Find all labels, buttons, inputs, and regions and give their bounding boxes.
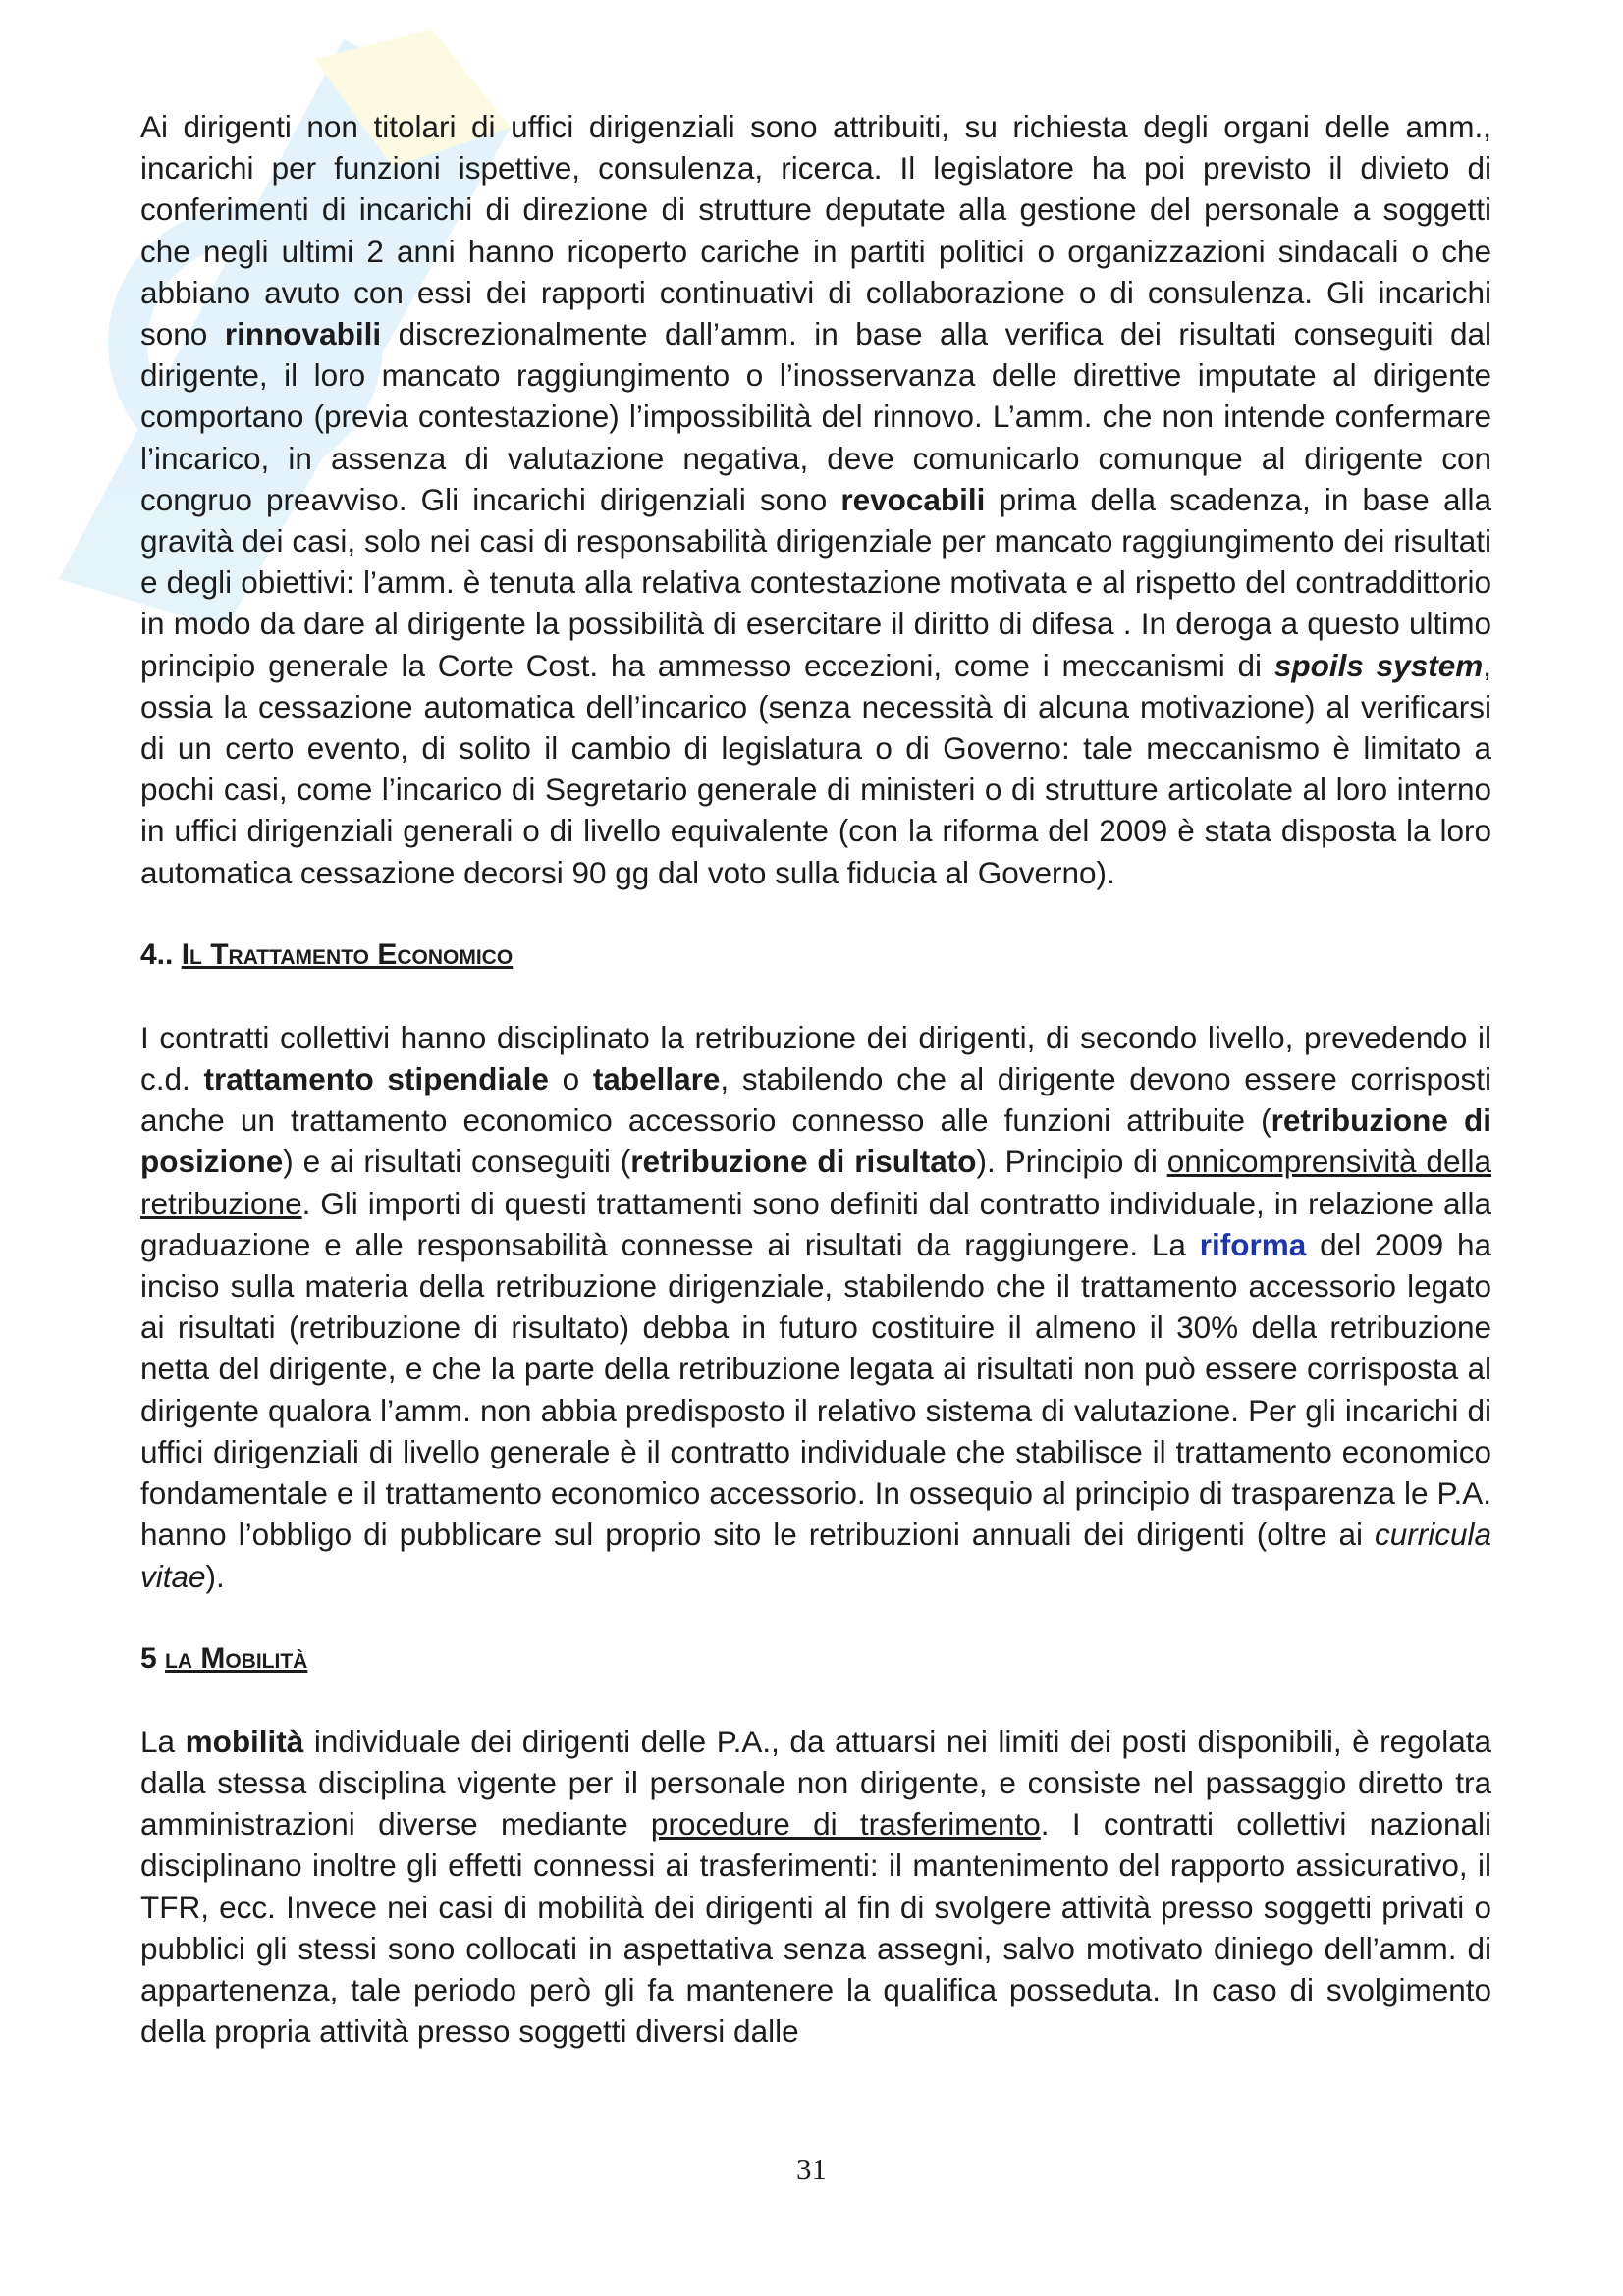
section-heading-trattamento: 4.. Il Trattamento Economico xyxy=(140,937,514,971)
paragraph-incarichi: Ai dirigenti non titolari di uffici dirigenziali sono attribuiti, su richiesta degli organi delle amm., incarichi per funzioni ispettive, consulenza, ricerca. Il legislatore ha poi previsto il divieto di conferimenti di incarichi di direzione di strutture deputate alla gestione del personale a soggetti che negli ultimi 2 anni hanno ricoperto cariche in partiti politici o organizzazioni sindacali o che abbiano avuto con essi dei rapporti continuativi di collaborazione o di consulenza. Gli incarichi sono rinnovabili discrezionalmente dall’amm. in base alla verifica dei risultati conseguiti dal dirigente, il loro mancato raggiungimento o l’inosservanza delle direttive imputate al dirigente comportano (previa contestazione) l’impossibilità del rinnovo. L’amm. che non intende confermare l’incarico, in assenza di valutazione negativa, deve comunicarlo comunque al dirigente con congruo preavviso. Gli incarichi dirigenziali sono revocabili prima della scadenza, in base alla gravità dei casi, solo nei casi di responsabilità dirigenziale per mancato raggiungimento dei risultati e degli obiettivi: l’amm. è tenuta alla relativa contestazione motivata e al rispetto del contraddittorio in modo da dare al dirigente la possibilità di esercitare il diritto di difesa . In deroga a questo ultimo principio generale la Corte Cost. ha ammesso eccezioni, come i meccanismi di spoils system, ossia la cessazione automatica dell’incarico (senza necessità di alcuna motivazione) al verificarsi di un certo evento, di solito il cambio di legislatura o di Governo: tale meccanismo è limitato a pochi casi, come l’incarico di Segretario generale di ministeri o di strutture articolate al loro interno in uffici dirigenziali generali o di livello equivalente (con la riforma del 2009 è stata disposta la loro automatica cessazione decorsi 90 gg dal voto sulla fiducia al Governo). xyxy=(140,109,1492,890)
document-body xyxy=(140,106,1491,2052)
page-number: 31 xyxy=(796,2152,827,2186)
paragraph-mobilita: La mobilità individuale dei dirigenti delle P.A., da attuarsi nei limiti dei posti disponibili, è regolata dalla stessa disciplina vigente per il personale non dirigente, e consiste nel passaggio diretto tra amministrazioni diverse mediante procedure di trasferimento. I contratti collettivi nazionali disciplinano inoltre gli effetti connessi ai trasferimenti: il mantenimento del rapporto assicurativo, il TFR, ecc. Invece nei casi di mobilità dei dirigenti al fin di svolgere attività presso soggetti privati o pubblici gli stessi sono collocati in aspettativa senza assegni, salvo motivato diniego dell’amm. di appartenenza, tale periodo però gli fa mantenere la qualifica posseduta. In caso di svolgimento della propria attività presso soggetti diversi dalle xyxy=(140,1723,1491,2050)
section-heading-mobilita: 5 la Mobilità xyxy=(140,1641,308,1675)
paragraph-trattamento: I contratti collettivi hanno disciplinato la retribuzione dei dirigenti, di secondo livello, prevedendo il c.d. trattamento stipendiale o tabellare, stabilendo che al dirigente devono essere corrisposti anche un trattamento economico accessorio connesso alle funzioni attribuite (retribuzione di posizione) e ai risultati conseguiti (retribuzione di risultato). Principio di onnicomprensività della retribuzione. Gli importi di questi trattamenti sono definiti dal contratto individuale, in relazione alla graduazione e alle responsabilità connesse ai risultati da raggiungere. La riforma del 2009 ha inciso sulla materia della retribuzione dirigenziale, stabilendo che il trattamento accessorio legato ai risultati (retribuzione di risultato) debba in futuro costituire il almeno il 30% della retribuzione netta del dirigente, e che la parte della retribuzione legata ai risultati non può essere corrisposta al dirigente qualora l’amm. non abbia predisposto il relativo sistema di valutazione. Per gli incarichi di uffici dirigenziali di livello generale è il contratto individuale che stabilisce il trattamento economico fondamentale e il trattamento economico accessorio. In ossequio al principio di trasparenza le P.A. hanno l’obbligo di pubblicare sul proprio sito le retribuzioni annuali dei dirigenti (oltre ai curricula vitae). xyxy=(140,1019,1492,1594)
